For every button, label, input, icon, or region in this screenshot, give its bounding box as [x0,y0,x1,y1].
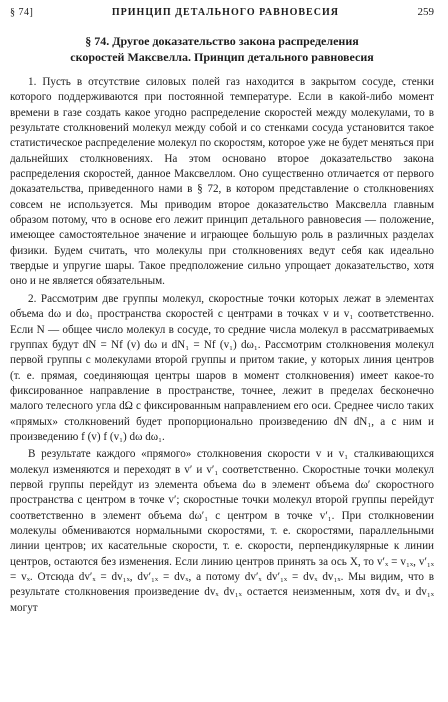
section-reference: § 74] [10,7,34,18]
running-header [10,6,434,20]
paragraph-3: В результате каждого «прямого» столкновения скорости v и v₁ сталкивающихся молекул изменяются и переходят в v′ и v′₁ соответственно. Скоростные точки молекул первой группы перейдут из элемента объема dω в элемент объема dω′ скоростного пространства с центром в точке v′; скоростные точки молекул второй группы перейдут соответственно в элемент объема dω′₁ с центром в точке v′₁. При столкновении молекулы обмениваются нормальными скоростями, т. е. скоростями, параллельными линии центров; их касательные скорости, т. е. скорости, перпендикулярные к линии центров, остаются без изменения. Если линию центров принять за ось X, то v′ₓ = v₁ₓ, v′₁ₓ = vₓ. Отсюда dv′ₓ = dv₁ₓ, dv′₁ₓ = dvₓ, а потому dv′ₓ dv′₁ₓ = dvₓ dv₁ₓ. Мы видим, что в результате столкновения произведение dvₓ dv₁ₓ остается неизменным, хотя dvₓ и dv₁ₓ могут [10,448,434,614]
paragraph-1: 1. Пусть в отсутствие силовых полей газ находится в закрытом сосуде, стенки которого поддерживаются при постоянной температуре. Если в какой-либо момент времени в газе создать какое угодно распределение скоростей между молекулами, то в результате столкновений молекул между собой и со стенками сосуда установится такое статистическое распределение молекул по скоростям, которое уже не будет меняться при дальнейших столкновениях. На этом основано второе доказательство закона распределения скоростей, данное Максвеллом. Оно существенно отличается от первого доказательства, приведенного нами в § 72, в котором представление о столкновениях совсем не используется. Мы приводим второе доказательство Максвелла главным образом потому, что в основе его лежит принцип детального равновесия — положение, имеющее самостоятельное значение и играющее большую роль в различных разделах физики. Будем считать, что молекулы при столкновениях ведут себя как идеально твердые и упругие шары. Такое предположение сильно упрощает доказательство, хотя оно и не является обязательным. [10,76,434,288]
section-heading-line-2: скоростей Максвелла. Принцип детального равновесия [70,49,374,64]
paragraph-2: 2. Рассмотрим две группы молекул, скоростные точки которых лежат в элементах объема dω и dω₁ пространства скоростей с центрами в точках v и v₁ соответственно. Если N — общее число молекул в сосуде, то средние числа молекул в рассматриваемых группах будут dN = Nf (v) dω и dN₁ = Nf (v₁) dω₁. Рассмотрим столкновения молекул первой группы с молекулами второй группы и притом такие, у которых линия центров (т. е. прямая, соединяющая центры шаров в момент столкновения) имеет какое-то фиксированное направление в пространстве, точнее, лежит в пределах бесконечно малого телесного угла dΩ с фиксированным направлением его оси. Среднее число таких «прямых» столкновений будет пропорционально произведению dN dN₁, а с ним и произведению f (v) f (v₁) dω dω₁. [10,292,434,443]
page-number: 259 [417,6,434,18]
section-heading-line-1: § 74. Другое доказательство закона распределения [85,34,359,48]
running-title: ПРИНЦИП ДЕТАЛЬНОГО РАВНОВЕСИЯ [111,7,339,18]
section-heading [30,34,414,65]
